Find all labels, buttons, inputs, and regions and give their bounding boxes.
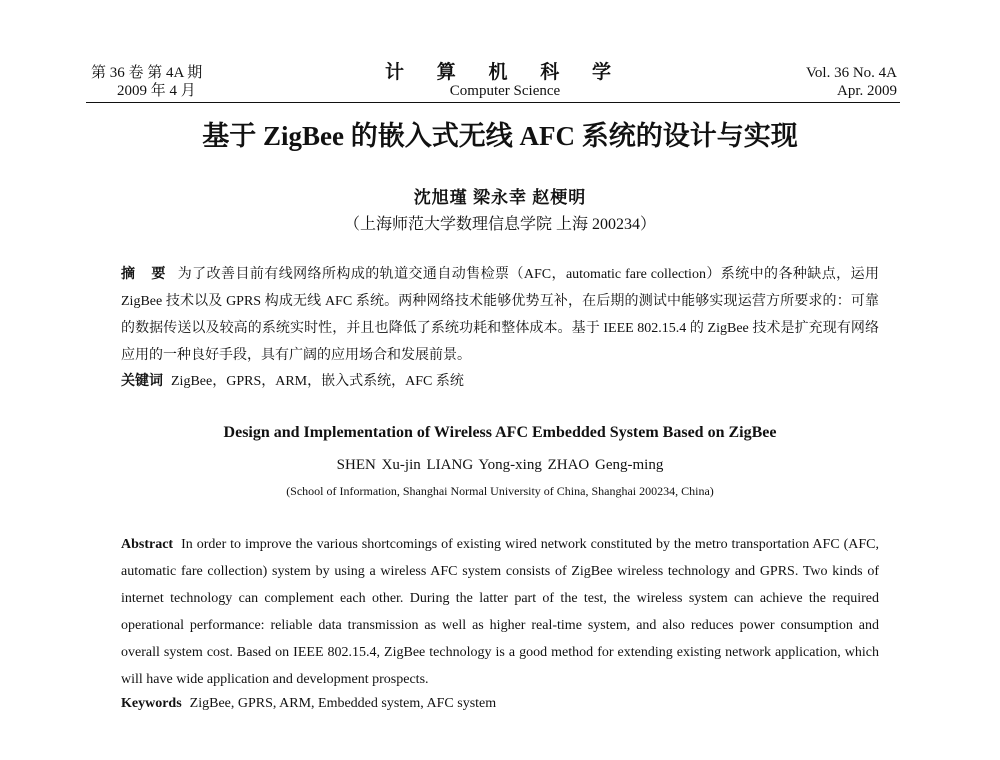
header-journal: [350, 64, 660, 100]
header-volume-line: 第 36 卷 第 4A 期: [91, 65, 203, 81]
header-rule: [86, 102, 900, 103]
journal-name-cn: 计 算 机 科 学: [384, 62, 625, 83]
abstract-en-text: In order to improve the various shortcomings of existing wired network constituted by the metro transportation AFC (AFC, automatic fare collection) system by using a wireless AFC system consists of ZigBee wireless technology and GPRS. Two kinds of internet technology can complement each other. During the latter part of the test, the wireless system can achieve the required operational performance: reliable data transmission as well as higher real-time system, and also reduces power consumption and overall system cost. Based on IEEE 802.15.4, ZigBee technology is a good method for extending existing network application, which will have wide application and development prospects.: [121, 537, 879, 687]
keywords-en-text: ZigBee, GPRS, ARM, Embedded system, AFC system: [189, 696, 497, 711]
keywords-cn-label: 关键词: [121, 374, 163, 389]
keywords-en: [121, 693, 879, 715]
authors-en: SHEN Xu-jin LIANG Yong-xing ZHAO Geng-ming: [336, 457, 664, 473]
affiliation-en: (School of Information, Shanghai Normal University of China, Shanghai 200234, China): [286, 484, 714, 498]
abstract-cn-label: 摘 要: [121, 267, 172, 282]
header-volume-en-line: Vol. 36 No. 4A: [806, 65, 897, 81]
abstract-cn-text: 为了改善目前有线网络所构成的轨道交通自动售检票（AFC，automatic fare collection）系统中的各种缺点，运用 ZigBee 技术以及 GPRS 构成无线 AFC 系统。两种网络技术能够优势互补，在后期的测试中能够实现运营方所要求的：可靠的数据传送以及较高的系统实时性，并且也降低了系统功耗和整体成本。基于 IEEE 802.15.4 的 ZigBee 技术是扩充现有网络应用的一种良好手段，具有广阔的应用场合和发展前景。: [121, 267, 879, 363]
keywords-en-label: Keywords: [121, 696, 182, 711]
paper-title-cn: 基于 ZigBee 的嵌入式无线 AFC 系统的设计与实现: [202, 121, 798, 151]
header-date-line: 2009 年 4 月: [117, 83, 196, 99]
paper-title-en: Design and Implementation of Wireless AFC Embedded System Based on ZigBee: [223, 424, 777, 441]
header-date-en-line: Apr. 2009: [837, 83, 897, 99]
abstract-cn: [121, 261, 879, 369]
journal-name-en: Computer Science: [449, 83, 561, 99]
header-volume-cn: [91, 64, 202, 100]
header-volume-en: [806, 64, 897, 100]
keywords-cn-text: ZigBee，GPRS，ARM，嵌入式系统，AFC 系统: [171, 374, 464, 389]
affiliation-cn: （上海师范大学数理信息学院 上海 200234）: [343, 216, 656, 233]
abstract-en: [121, 531, 879, 693]
keywords-cn: [121, 370, 879, 394]
authors-cn: 沈旭瑾 梁永幸 赵梗明: [413, 188, 587, 207]
abstract-en-label: Abstract: [121, 537, 174, 552]
